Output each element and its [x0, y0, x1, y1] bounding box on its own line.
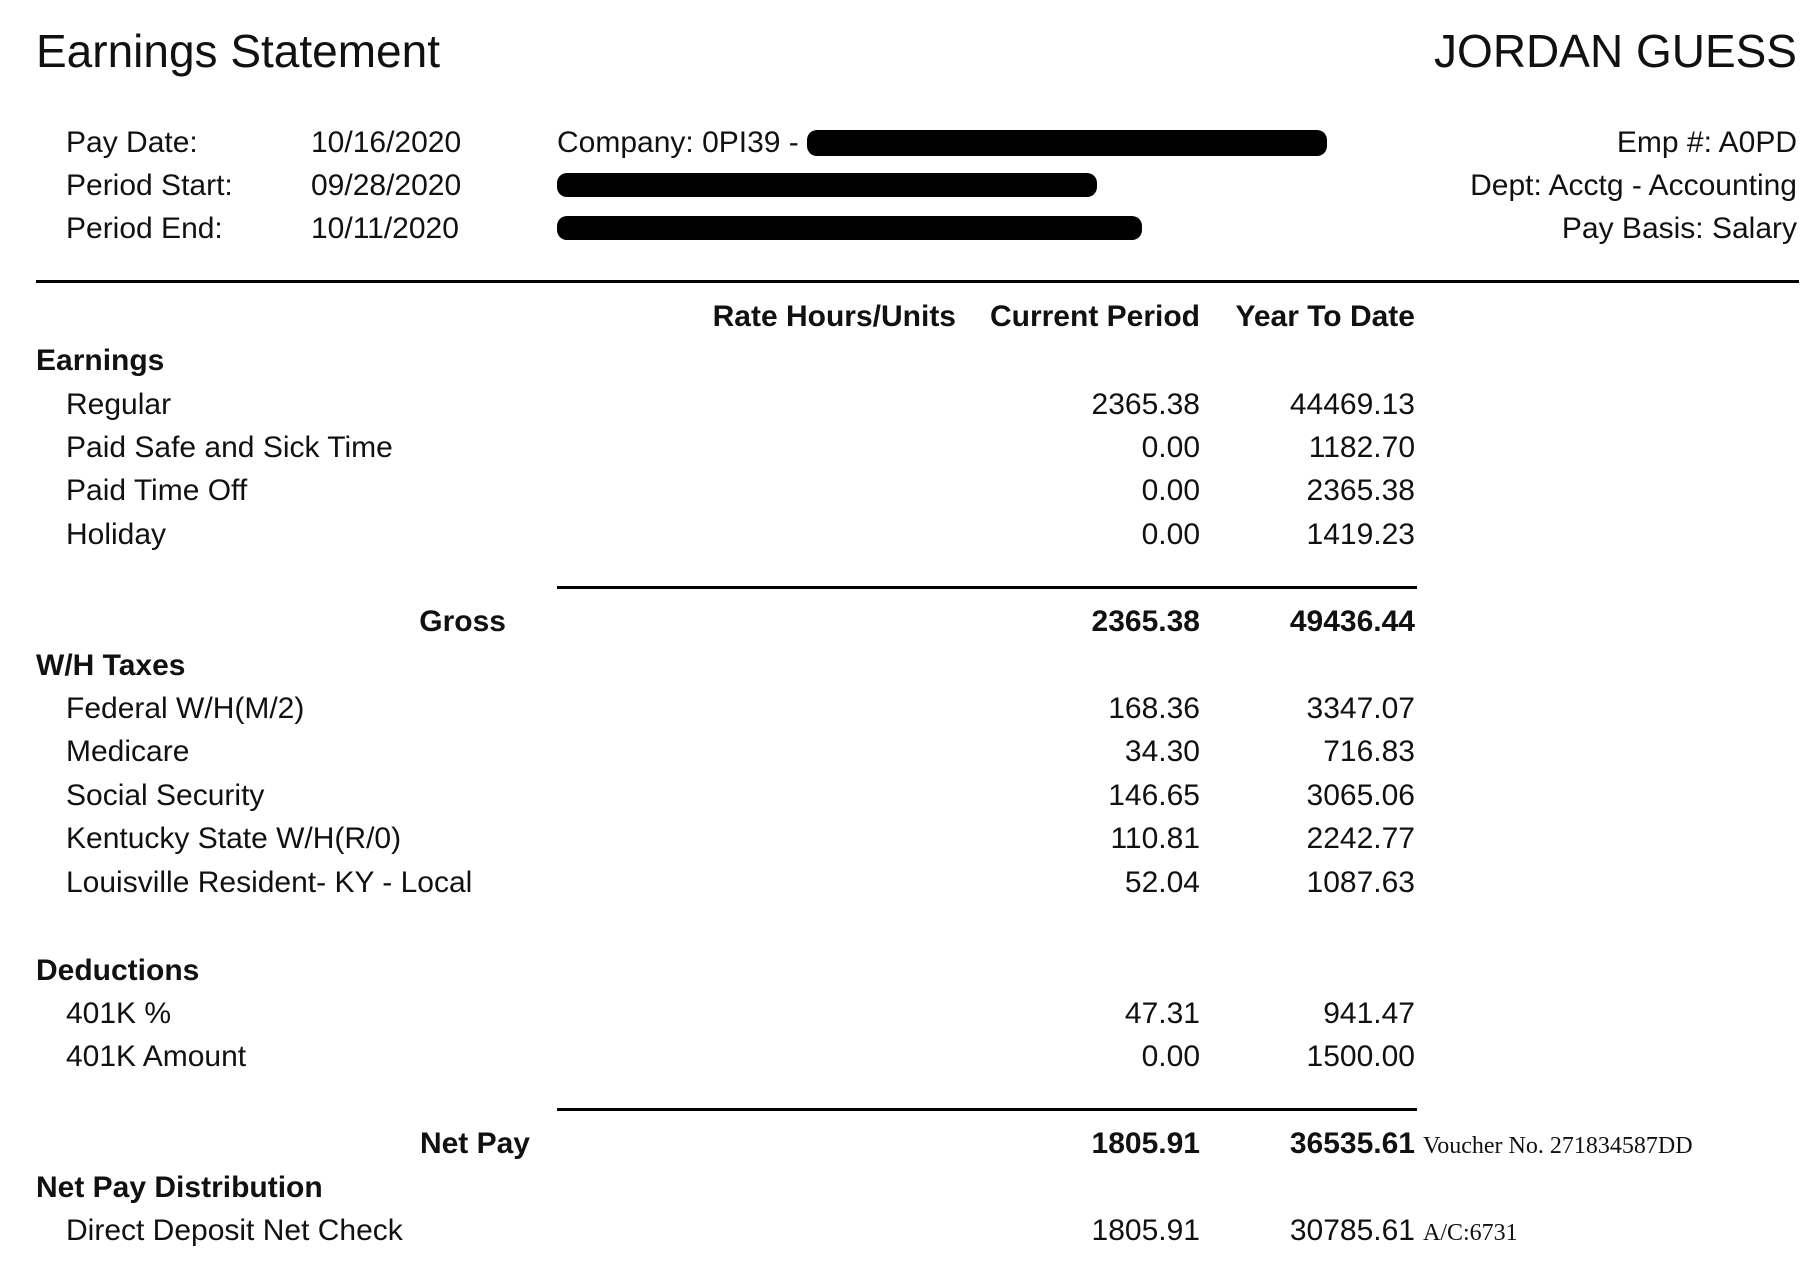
account-number: A/C:6731: [1423, 1220, 1518, 1246]
column-header-year-to-date: Year To Date: [1235, 300, 1415, 333]
net-pay-ytd: 36535.61: [1289, 1127, 1415, 1160]
deduction-ytd: 941.47: [1323, 997, 1415, 1030]
tax-label: Social Security: [66, 779, 265, 812]
gross-label: Gross: [419, 605, 506, 638]
distribution-ytd: 30785.61: [1289, 1214, 1415, 1247]
earning-label: Paid Time Off: [66, 474, 248, 507]
deduction-label: 401K Amount: [66, 1040, 247, 1073]
deduction-ytd: 1500.00: [1306, 1040, 1415, 1073]
tax-current: 34.30: [1124, 735, 1200, 768]
section-heading-earnings: Earnings: [36, 344, 165, 377]
statement-title: Earnings Statement: [36, 25, 441, 77]
deduction-current: 0.00: [1141, 1040, 1200, 1073]
earning-ytd: 1419.23: [1306, 518, 1415, 551]
employee-name: JORDAN GUESS: [1434, 25, 1797, 77]
voucher-number: Voucher No. 271834587DD: [1423, 1133, 1693, 1159]
earning-current: 0.00: [1141, 474, 1200, 507]
company-label: Company: 0PI39 -: [557, 126, 799, 159]
gross-current: 2365.38: [1091, 605, 1200, 638]
tax-label: Louisville Resident- KY - Local: [66, 866, 473, 899]
pay-date-value: 10/16/2020: [311, 126, 462, 159]
earning-current: 0.00: [1141, 431, 1200, 464]
earning-current: 0.00: [1141, 518, 1200, 551]
gross-ytd: 49436.44: [1289, 605, 1415, 638]
distribution-current: 1805.91: [1091, 1214, 1200, 1247]
net-pay-label: Net Pay: [419, 1127, 530, 1160]
redaction-bar: [807, 130, 1327, 156]
earning-ytd: 1182.70: [1308, 431, 1415, 464]
section-heading-deductions: Deductions: [36, 954, 200, 987]
tax-ytd: 3065.06: [1306, 779, 1415, 812]
section-heading-wh-taxes: W/H Taxes: [36, 649, 186, 682]
employee-number: Emp #: A0PD: [1616, 126, 1797, 159]
tax-current: 52.04: [1124, 866, 1200, 899]
tax-current: 168.36: [1108, 692, 1200, 725]
redaction-bar: [557, 216, 1142, 240]
department: Dept: Acctg - Accounting: [1470, 169, 1797, 202]
earning-label: Regular: [66, 388, 172, 421]
gross-divider: [557, 586, 1417, 589]
section-heading-net-pay-distribution: Net Pay Distribution: [36, 1171, 323, 1204]
tax-ytd: 1087.63: [1306, 866, 1415, 899]
tax-ytd: 716.83: [1323, 735, 1415, 768]
net-pay-current: 1805.91: [1091, 1127, 1200, 1160]
column-header-current-period: Current Period: [989, 300, 1200, 333]
tax-label: Kentucky State W/H(R/0): [66, 822, 402, 855]
tax-ytd: 3347.07: [1306, 692, 1415, 725]
period-start-value: 09/28/2020: [311, 169, 462, 202]
net-pay-divider: [557, 1108, 1417, 1111]
earning-label: Paid Safe and Sick Time: [66, 431, 393, 464]
tax-current: 110.81: [1110, 822, 1200, 855]
tax-current: 146.65: [1108, 779, 1200, 812]
redaction-bar: [557, 173, 1097, 197]
period-start-label: Period Start:: [66, 169, 233, 202]
deduction-label: 401K %: [66, 997, 172, 1030]
period-end-value: 10/11/2020: [311, 212, 459, 245]
deduction-current: 47.31: [1124, 997, 1200, 1030]
earning-ytd: 44469.13: [1289, 388, 1415, 421]
period-end-label: Period End:: [66, 212, 223, 245]
earning-ytd: 2365.38: [1306, 474, 1415, 507]
pay-date-label: Pay Date:: [66, 126, 198, 159]
tax-label: Federal W/H(M/2): [66, 692, 305, 725]
earning-current: 2365.38: [1091, 388, 1200, 421]
tax-label: Medicare: [66, 735, 190, 768]
pay-basis: Pay Basis: Salary: [1561, 212, 1797, 245]
distribution-label: Direct Deposit Net Check: [66, 1214, 403, 1247]
earning-label: Holiday: [66, 518, 167, 551]
header-divider: [36, 280, 1799, 283]
tax-ytd: 2242.77: [1306, 822, 1415, 855]
column-header-rate-hours: Rate Hours/Units: [712, 300, 956, 333]
